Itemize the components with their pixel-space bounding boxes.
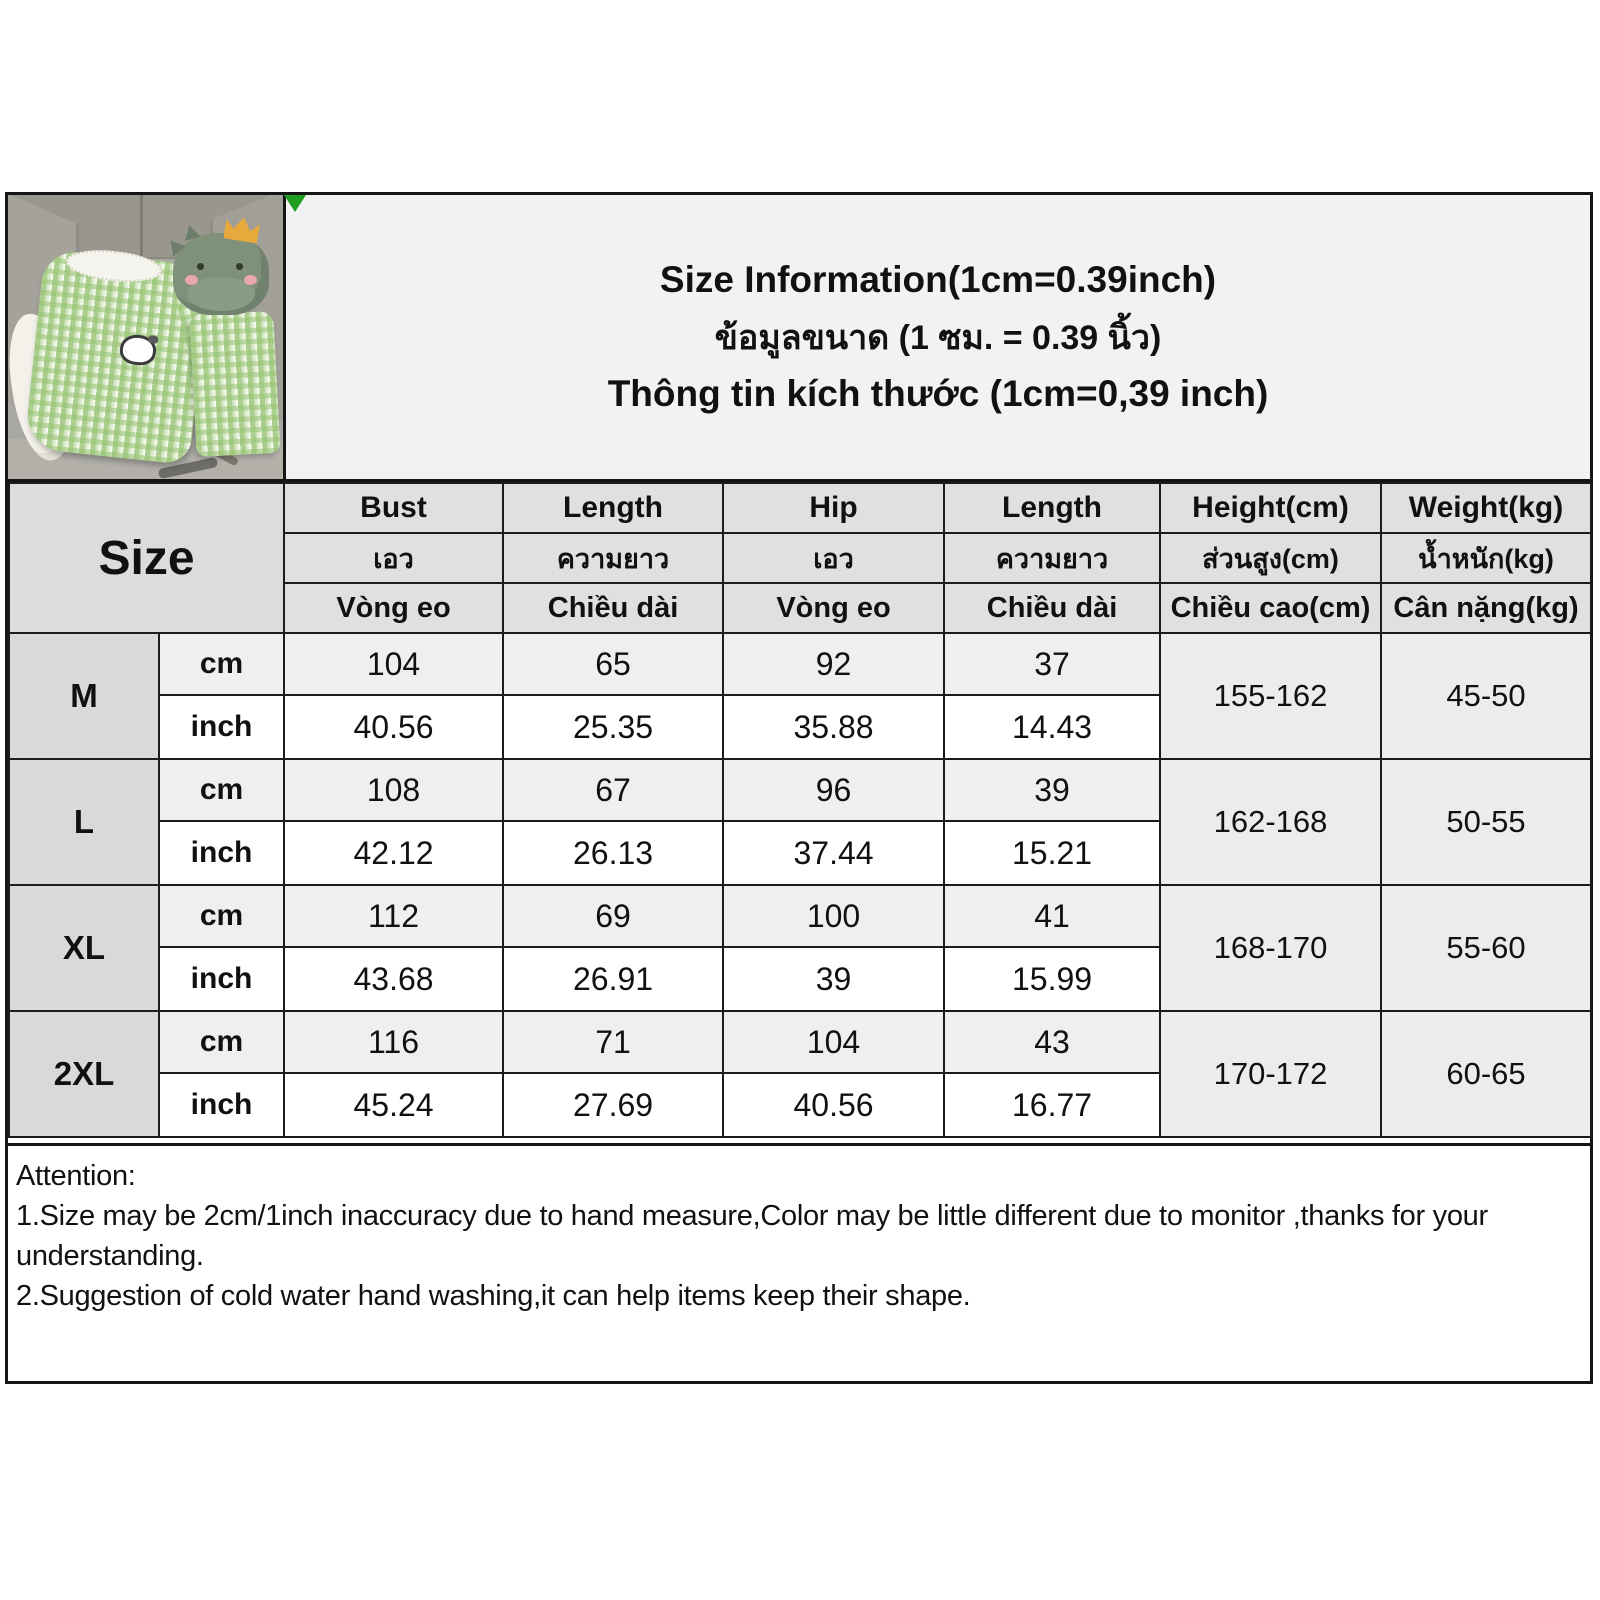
title-block	[286, 195, 1590, 479]
unit-cell: cm	[159, 759, 284, 821]
header-height-en: Height(cm)	[1160, 483, 1381, 533]
height-cell: 162-168	[1160, 759, 1381, 885]
dino-eye	[236, 263, 243, 270]
value-cell: 65	[503, 633, 723, 695]
value-cell: 96	[723, 759, 944, 821]
header-hip-vi: Vòng eo	[723, 583, 944, 633]
value-cell: 39	[723, 947, 944, 1011]
header-weight-th: น้ำหนัก(kg)	[1381, 533, 1591, 583]
header-bust-th: เอว	[284, 533, 503, 583]
value-cell: 37.44	[723, 821, 944, 885]
value-cell: 16.77	[944, 1073, 1160, 1137]
size-row-xl-cm	[9, 885, 1591, 947]
value-cell: 26.91	[503, 947, 723, 1011]
value-cell: 100	[723, 885, 944, 947]
value-cell: 45.24	[284, 1073, 503, 1137]
header-length2-vi: Chiều dài	[944, 583, 1160, 633]
dino-cheek	[185, 275, 198, 285]
unit-cell: cm	[159, 633, 284, 695]
size-row-m-cm	[9, 633, 1591, 695]
height-cell: 168-170	[1160, 885, 1381, 1011]
header-height-vi: Chiều cao(cm)	[1160, 583, 1381, 633]
attention-heading: Attention:	[16, 1160, 136, 1192]
kitty-bow	[148, 335, 159, 344]
header-length2-th: ความยาว	[944, 533, 1160, 583]
unit-cell: cm	[159, 1011, 284, 1073]
height-cell: 170-172	[1160, 1011, 1381, 1137]
top-row	[8, 195, 1590, 482]
attention-box	[8, 1143, 1590, 1381]
value-cell: 67	[503, 759, 723, 821]
weight-cell: 60-65	[1381, 1011, 1591, 1137]
dino-cheek	[244, 275, 257, 285]
unit-cell: inch	[159, 1073, 284, 1137]
value-cell: 15.21	[944, 821, 1160, 885]
value-cell: 35.88	[723, 695, 944, 759]
unit-cell: cm	[159, 885, 284, 947]
value-cell: 40.56	[284, 695, 503, 759]
size-name-cell: XL	[9, 885, 159, 1011]
size-row-2xl-cm	[9, 1011, 1591, 1073]
size-name-cell: M	[9, 633, 159, 759]
value-cell: 43	[944, 1011, 1160, 1073]
value-cell: 40.56	[723, 1073, 944, 1137]
size-chart-content	[5, 192, 1593, 1384]
product-photo	[8, 195, 286, 479]
value-cell: 92	[723, 633, 944, 695]
attention-note-1: 1.Size may be 2cm/1inch inaccuracy due to hand measure,Color may be little different due to monitor ,thanks for your understanding.	[16, 1200, 1488, 1273]
value-cell: 104	[723, 1011, 944, 1073]
header-hip-th: เอว	[723, 533, 944, 583]
attention-note-2: 2.Suggestion of cold water hand washing,it can help items keep their shape.	[16, 1280, 971, 1313]
dino-spike	[181, 223, 200, 241]
weight-cell: 45-50	[1381, 633, 1591, 759]
value-cell: 41	[944, 885, 1160, 947]
value-cell: 25.35	[503, 695, 723, 759]
title-english: Size Information(1cm=0.39inch)	[659, 259, 1217, 300]
weight-cell: 55-60	[1381, 885, 1591, 1011]
size-name-cell: L	[9, 759, 159, 885]
green-corner-marker-icon	[284, 195, 306, 212]
dinosaur-plush	[173, 233, 269, 315]
value-cell: 14.43	[944, 695, 1160, 759]
header-bust-en: Bust	[284, 483, 503, 533]
size-row-l-cm	[9, 759, 1591, 821]
value-cell: 108	[284, 759, 503, 821]
value-cell: 26.13	[503, 821, 723, 885]
value-cell: 39	[944, 759, 1160, 821]
dino-eye	[197, 263, 204, 270]
value-cell: 43.68	[284, 947, 503, 1011]
header-hip-en: Hip	[723, 483, 944, 533]
photo-box-crease	[140, 195, 143, 265]
header-height-th: ส่วนสูง(cm)	[1160, 533, 1381, 583]
unit-cell: inch	[159, 947, 284, 1011]
value-cell: 104	[284, 633, 503, 695]
size-table	[8, 482, 1592, 1138]
title-thai: ข้อมูลขนาด (1 ซม. = 0.39 นิ้ว)	[714, 319, 1162, 357]
plaid-shorts	[189, 311, 280, 457]
value-cell: 15.99	[944, 947, 1160, 1011]
header-length-th: ความยาว	[503, 533, 723, 583]
header-length2-en: Length	[944, 483, 1160, 533]
height-cell: 155-162	[1160, 633, 1381, 759]
size-corner-label: Size	[9, 483, 284, 633]
unit-cell: inch	[159, 821, 284, 885]
title-vietnamese: Thông tin kích thước (1cm=0,39 inch)	[607, 373, 1269, 414]
unit-cell: inch	[159, 695, 284, 759]
value-cell: 27.69	[503, 1073, 723, 1137]
header-weight-en: Weight(kg)	[1381, 483, 1591, 533]
header-length-en: Length	[503, 483, 723, 533]
value-cell: 42.12	[284, 821, 503, 885]
weight-cell: 50-55	[1381, 759, 1591, 885]
size-name-cell: 2XL	[9, 1011, 159, 1137]
header-length-vi: Chiều dài	[503, 583, 723, 633]
value-cell: 116	[284, 1011, 503, 1073]
value-cell: 71	[503, 1011, 723, 1073]
value-cell: 37	[944, 633, 1160, 695]
value-cell: 112	[284, 885, 503, 947]
value-cell: 69	[503, 885, 723, 947]
header-weight-vi: Cân nặng(kg)	[1381, 583, 1591, 633]
header-row-english	[9, 483, 1591, 533]
header-bust-vi: Vòng eo	[284, 583, 503, 633]
